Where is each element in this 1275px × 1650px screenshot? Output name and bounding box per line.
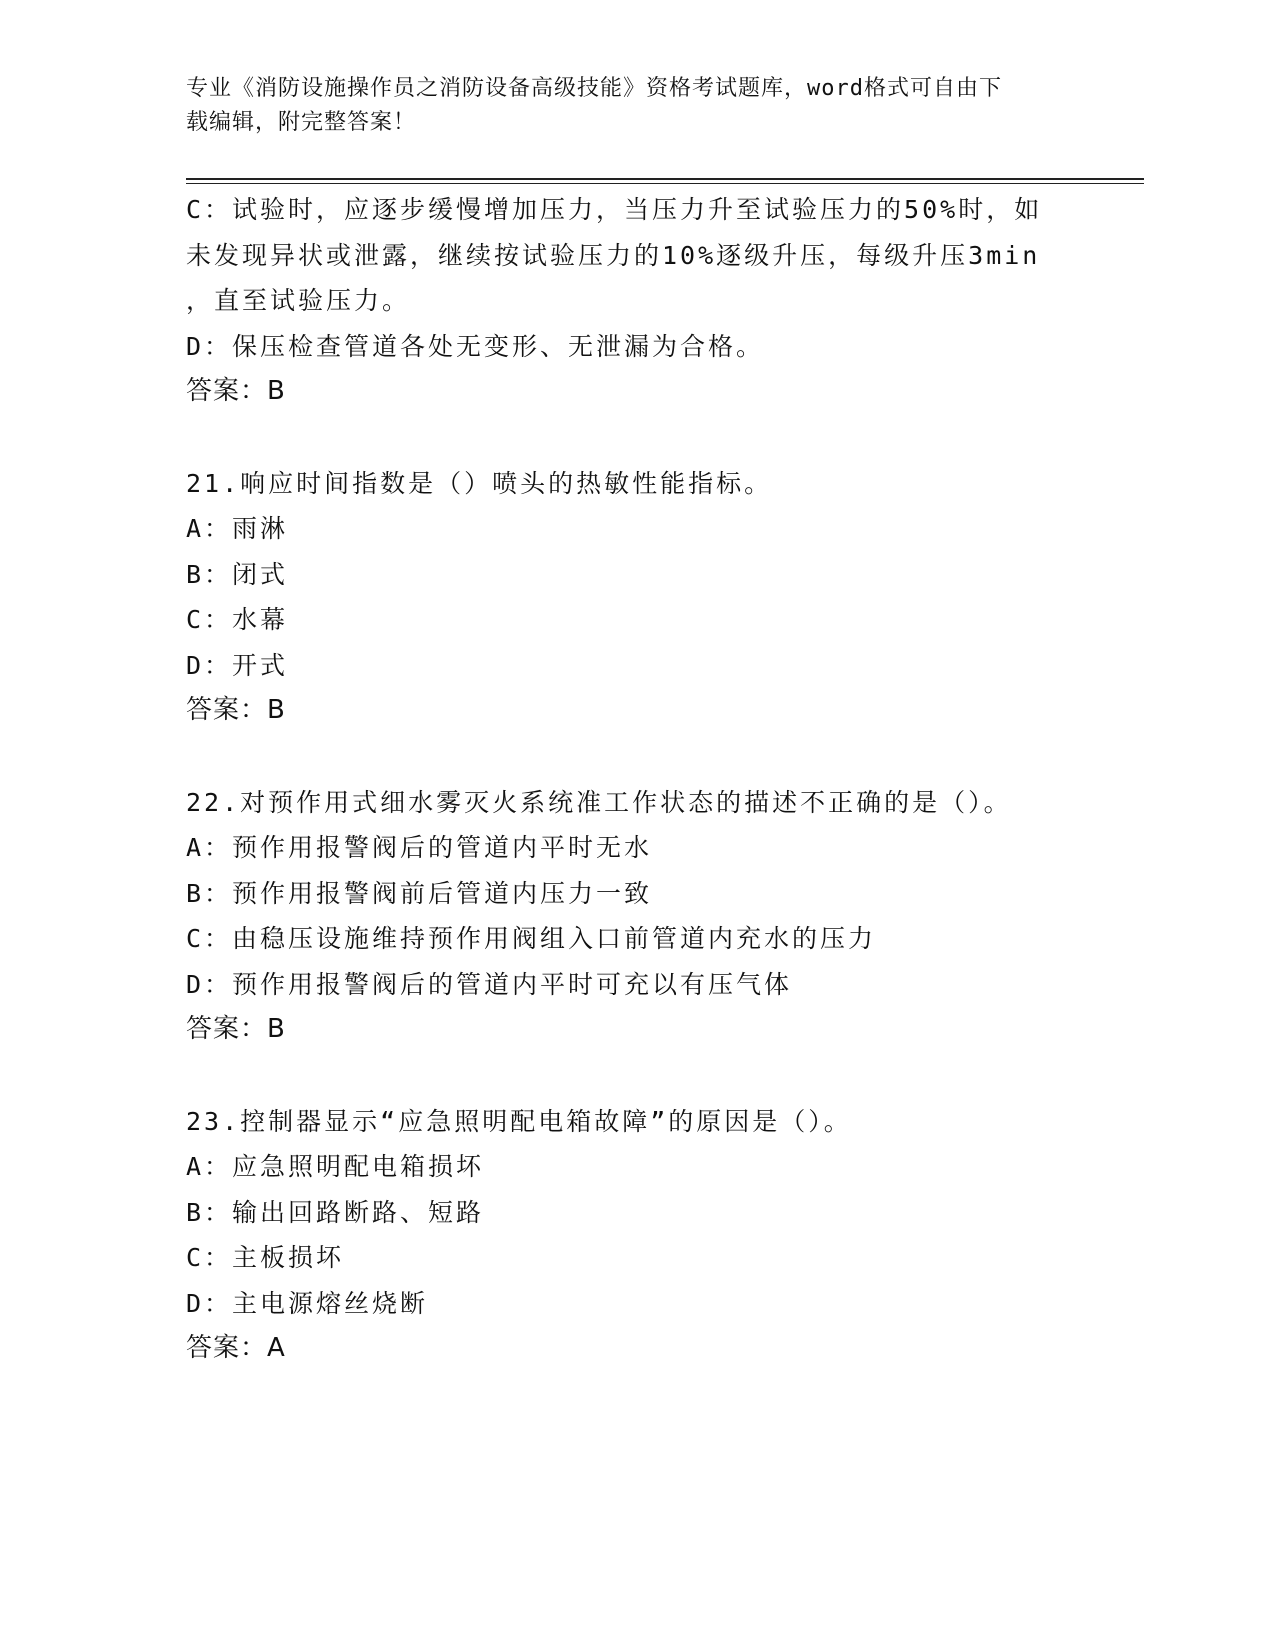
question-block-continued	[186, 187, 1076, 415]
option-b: B：预作用报警阀前后管道内压力一致	[186, 878, 653, 908]
option-c-line-2: 未发现异状或泄露，继续按试验压力的10%逐级升压，每级升压3min	[186, 240, 1041, 270]
option-c-line-3: ，直至试验压力。	[186, 286, 411, 315]
option-d: D：开式	[186, 650, 289, 680]
option-a: A：应急照明配电箱损坏	[186, 1152, 485, 1181]
header-divider-thick	[186, 178, 1144, 180]
question-block-23	[186, 1099, 1076, 1372]
header-divider-thin	[186, 183, 1144, 184]
option-b: B：输出回路断路、短路	[186, 1197, 485, 1227]
option-b: B：闭式	[186, 559, 289, 589]
option-c-line-1: C：试验时，应逐步缓慢增加压力，当压力升至试验压力的50%时，如	[186, 195, 1043, 224]
document-header	[186, 72, 1066, 140]
answer-line: 答案：B	[186, 1014, 286, 1044]
option-d: D：主电源熔丝烧断	[186, 1288, 429, 1318]
question-list	[186, 187, 1076, 1372]
spacer	[186, 415, 1076, 461]
option-d: D：保压检查管道各处无变形、无泄漏为合格。	[186, 331, 765, 361]
spacer	[186, 734, 1076, 780]
option-c: C：主板损坏	[186, 1243, 345, 1272]
header-line-1: 专业《消防设施操作员之消防设备高级技能》资格考试题库，word格式可自由下	[186, 76, 1002, 101]
question-stem: 23.控制器显示“应急照明配电箱故障”的原因是（）。	[186, 1106, 852, 1136]
option-d: D：预作用报警阀后的管道内平时可充以有压气体	[186, 969, 793, 999]
answer-line: 答案：B	[186, 695, 286, 725]
question-stem: 21.响应时间指数是（）喷头的热敏性能指标。	[186, 468, 773, 498]
question-block-22	[186, 780, 1076, 1053]
spacer	[186, 1053, 1076, 1099]
question-block-21	[186, 461, 1076, 734]
option-c: C：水幕	[186, 605, 289, 634]
answer-line: 答案：A	[186, 1333, 286, 1363]
option-c: C：由稳压设施维持预作用阀组入口前管道内充水的压力	[186, 924, 877, 953]
question-stem: 22.对预作用式细水雾灭火系统准工作状态的描述不正确的是（）。	[186, 787, 1012, 817]
option-a: A：雨淋	[186, 514, 289, 543]
header-line-2: 载编辑，附完整答案！	[186, 110, 417, 135]
option-a: A：预作用报警阀后的管道内平时无水	[186, 833, 653, 862]
answer-line: 答案：B	[186, 376, 286, 406]
